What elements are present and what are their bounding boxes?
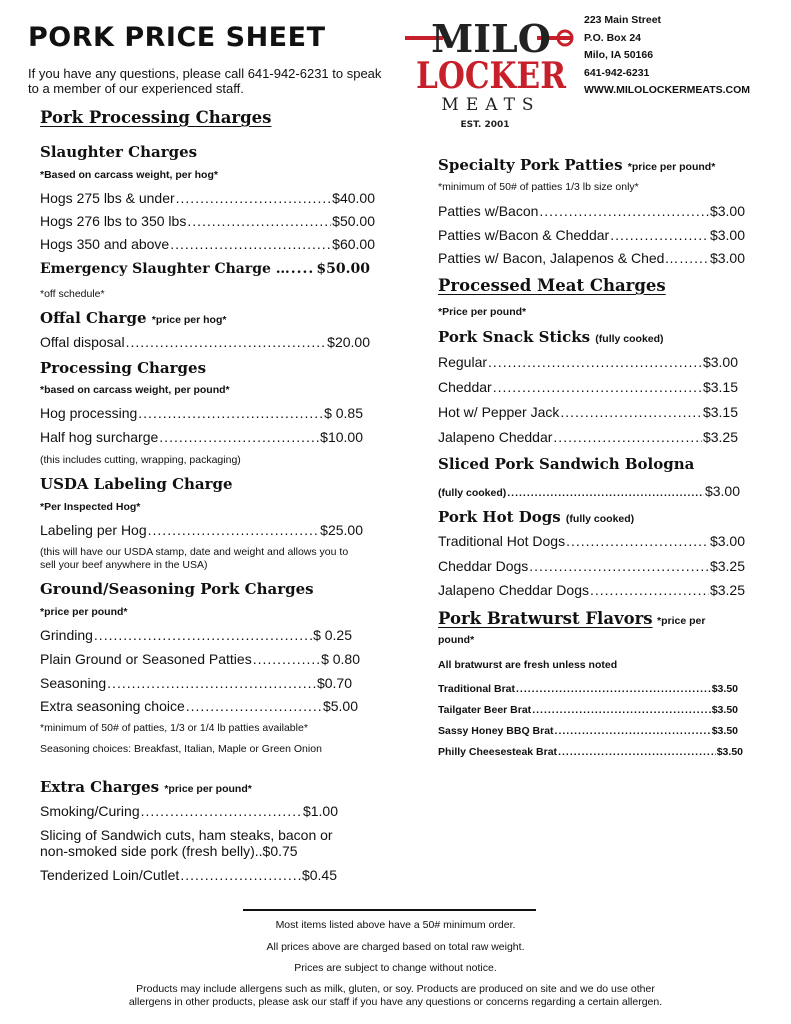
patties-heading: Specialty Pork Patties *price per pound*	[438, 156, 716, 174]
page-title: PORK PRICE SHEET	[28, 22, 326, 53]
processing-footnote: (this includes cutting, wrapping, packaging)	[40, 454, 241, 466]
intro-text: If you have any questions, please call 641-942-6231 to speak to a member of our experienced staff.	[28, 66, 382, 96]
pork-processing-heading: Pork Processing Charges	[40, 108, 272, 127]
address-phone: 641-942-6231	[584, 66, 650, 79]
price-row: Plain Ground or Seasoned Patties ..... $ 0.80	[40, 651, 360, 667]
logo-line1: MILO	[431, 16, 551, 61]
price-row: Hogs 350 and above ..... $60.00	[40, 236, 375, 252]
brats-heading-note: pound*	[438, 634, 475, 646]
processed-note: *Price per pound*	[438, 306, 527, 318]
address-street: 223 Main Street	[584, 14, 662, 26]
footer-line-1: Most items listed above have a 50# minimum order.	[275, 919, 516, 931]
price-row: Tenderized Loin/Cutlet ..... $0.45	[40, 867, 337, 883]
price-row: Traditional Hot Dogs ..... $3.00	[438, 533, 745, 549]
price-row: Labeling per Hog ..... $25.00	[40, 522, 363, 538]
price-row: Half hog surcharge ..... $10.00	[40, 429, 363, 445]
ground-footnote-2: Seasoning choices: Breakfast, Italian, Maple or Green Onion	[40, 743, 322, 755]
logo-line2: LOCKER	[416, 55, 567, 97]
footer-divider	[243, 909, 536, 911]
footer-line-5: allergens in other products, please ask our staff if you have any questions or concerns regarding a certain allergen.	[128, 996, 663, 1008]
ground-note: *price per pound*	[40, 606, 128, 618]
price-row: Tailgater Beer Brat ..... $3.50	[438, 704, 738, 716]
address-city: Milo, IA 50166	[584, 49, 654, 61]
price-row: Jalapeno Cheddar Dogs ..... $3.25	[438, 582, 745, 598]
address-pobox: P.O. Box 24	[584, 31, 642, 44]
price-row: Extra seasoning choice ..... $5.00	[40, 698, 358, 714]
price-row: Offal disposal ..... $20.00	[40, 334, 370, 350]
logo-est: EST. 2001	[460, 120, 510, 130]
footer-line-3: Prices are subject to change without notice.	[294, 962, 497, 974]
processed-heading: Processed Meat Charges	[438, 276, 666, 295]
processing-note: *based on carcass weight, per pound*	[40, 384, 230, 396]
price-row: Traditional Brat ..... $3.50	[438, 683, 738, 695]
footer-line-2: All prices above are charged based on total raw weight.	[266, 941, 525, 953]
bologna-heading: Sliced Pork Sandwich Bologna	[438, 455, 695, 473]
emergency-note: *off schedule*	[40, 288, 105, 300]
brats-heading: Pork Bratwurst Flavors *price per	[438, 609, 706, 628]
price-row: Hog processing ..... $ 0.85	[40, 405, 363, 421]
hotdogs-heading: Pork Hot Dogs (fully cooked)	[438, 508, 635, 526]
price-row: Smoking/Curing ..... $1.00	[40, 803, 338, 819]
sticks-heading: Pork Snack Sticks (fully cooked)	[438, 328, 664, 346]
price-row: Cheddar Dogs ..... $3.25	[438, 558, 745, 574]
price-row: Sassy Honey BBQ Brat ..... $3.50	[438, 725, 738, 737]
address-website: WWW.MILOLOCKERMEATS.COM	[584, 84, 751, 96]
price-row: Seasoning ..... $0.70	[40, 675, 352, 691]
brats-note: All bratwurst are fresh unless noted	[438, 659, 618, 671]
extra-heading: Extra Charges *price per pound*	[40, 778, 252, 796]
emergency-row: Emergency Slaughter Charge … ..... $50.00	[40, 261, 370, 277]
price-row: Hogs 275 lbs & under ..... $40.00	[40, 190, 375, 206]
price-row: Regular ..... $3.00	[438, 354, 738, 370]
usda-heading: USDA Labeling Charge	[40, 475, 233, 493]
slicing-row: Slicing of Sandwich cuts, ham steaks, bacon or non-smoked side pork (fresh belly)..$0.75	[40, 827, 333, 859]
price-row: Grinding ..... $ 0.25	[40, 627, 352, 643]
price-row: Philly Cheesesteak Brat ..... $3.50	[438, 746, 743, 758]
processing-heading: Processing Charges	[40, 359, 207, 377]
logo-line3: MEATS	[441, 95, 541, 115]
usda-footnote: (this will have our USDA stamp, date and weight and allows you to sell your beef anywhere in the USA)	[40, 546, 349, 571]
usda-note: *Per Inspected Hog*	[40, 501, 141, 513]
slaughter-note: *Based on carcass weight, per hog*	[40, 169, 218, 181]
price-row: Patties w/ Bacon, Jalapenos & Ched… ..... $3.00	[438, 250, 745, 266]
patties-note: *minimum of 50# of patties 1/3 lb size only*	[438, 181, 639, 193]
price-row: Cheddar ..... $3.15	[438, 379, 738, 395]
ground-heading: Ground/Seasoning Pork Charges	[40, 580, 314, 598]
footer-line-4: Products may include allergens such as milk, gluten, or soy. Products are produced on site and we do use other	[136, 983, 655, 995]
price-row: Jalapeno Cheddar ..... $3.25	[438, 429, 738, 445]
price-row: Patties w/Bacon ..... $3.00	[438, 203, 745, 219]
address-block	[584, 12, 750, 100]
ground-footnote-1: *minimum of 50# of patties, 1/3 or 1/4 lb patties available*	[40, 722, 308, 734]
offal-heading: Offal Charge *price per hog*	[40, 309, 227, 327]
price-row: Hogs 276 lbs to 350 lbs ..... $50.00	[40, 213, 375, 229]
slaughter-heading: Slaughter Charges	[40, 143, 198, 161]
price-row: Patties w/Bacon & Cheddar ..... $3.00	[438, 227, 745, 243]
milo-locker-logo	[405, 10, 577, 130]
price-row: (fully cooked) ..... $3.00	[438, 483, 740, 499]
price-row: Hot w/ Pepper Jack ..... $3.15	[438, 404, 738, 420]
